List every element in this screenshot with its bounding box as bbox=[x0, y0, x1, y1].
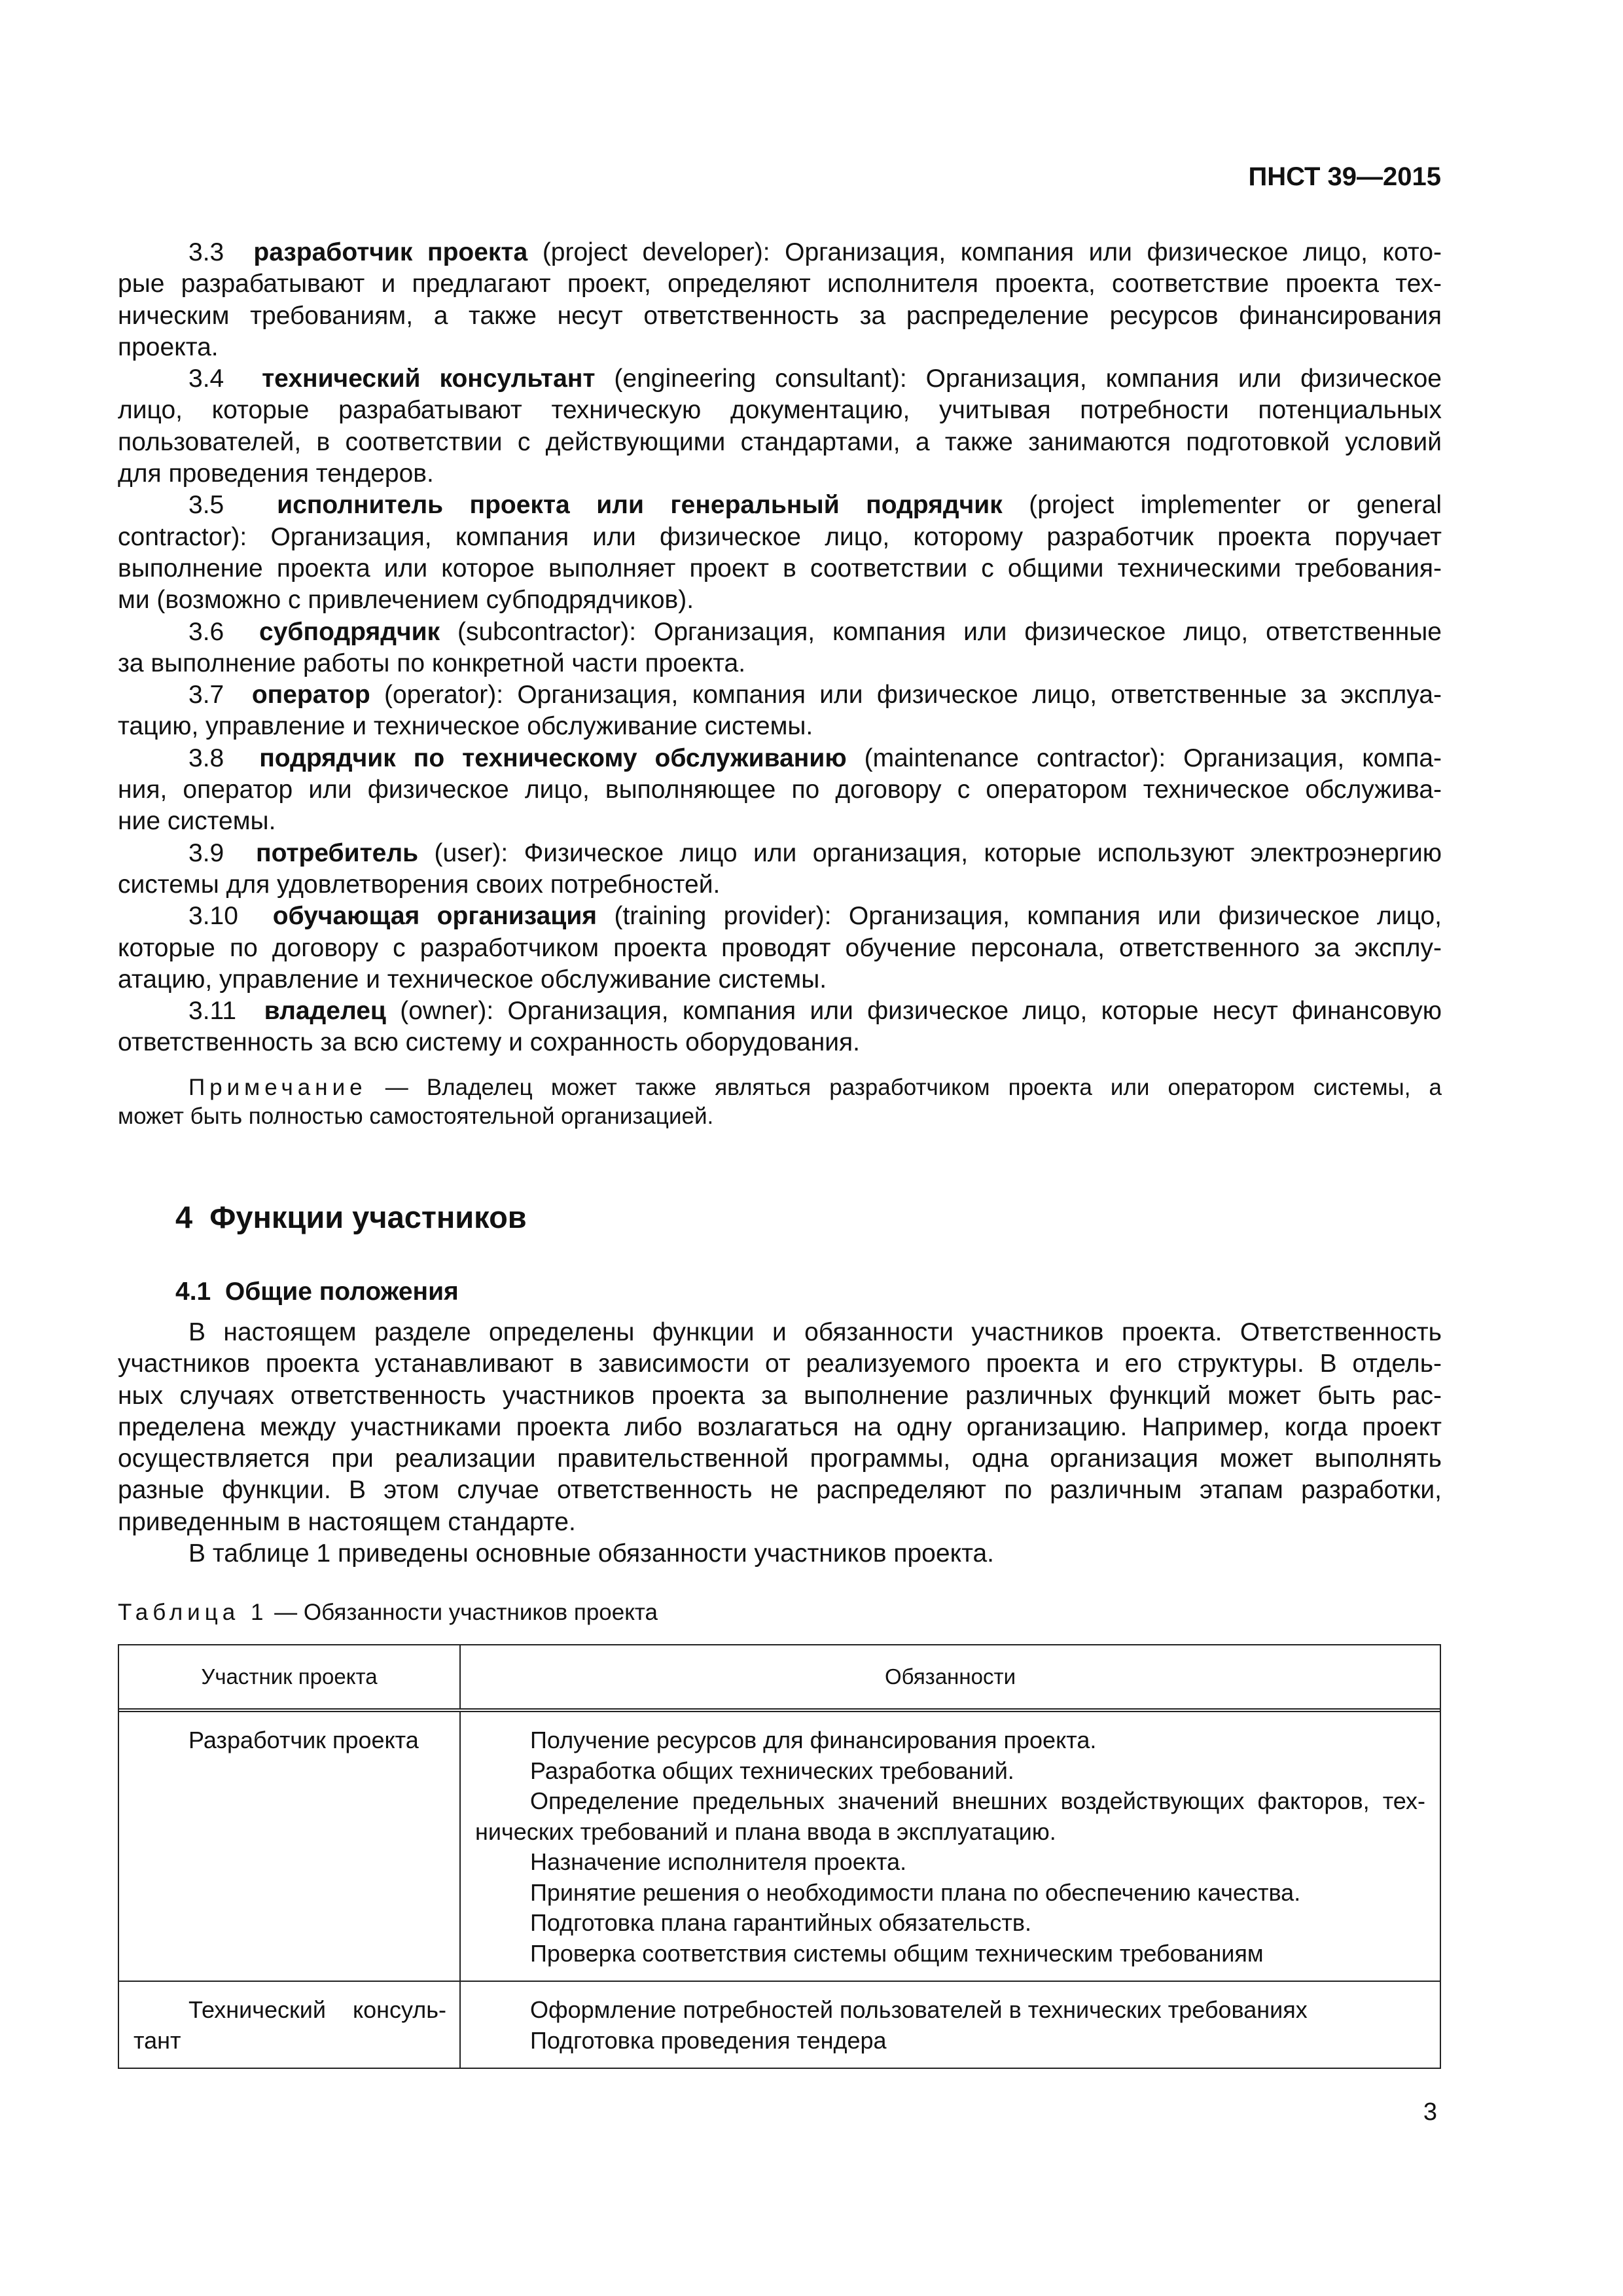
paragraph bbox=[118, 1317, 1442, 1538]
text-line bbox=[118, 1317, 1442, 1348]
text-line bbox=[118, 648, 1442, 679]
definition-text: ническим требованиям, а также несут ответственность за распределение ресурсов финансирования bbox=[118, 301, 1442, 330]
paragraph-text: осуществляется при реализации правительственной программы, одна организация может выполнять bbox=[118, 1444, 1442, 1473]
definition-text: лицо, которые разрабатывают техническую документацию, учитывая потребности потенциальных bbox=[118, 396, 1442, 425]
text-line bbox=[118, 300, 1442, 332]
text-line bbox=[118, 1475, 1442, 1506]
definition-text: (operator): Организация, компания или физическое лицо, ответственные за эксплуа- bbox=[370, 681, 1442, 709]
participant-cell bbox=[119, 1712, 461, 1981]
text-line bbox=[118, 395, 1442, 426]
duty-item: Разработка общих технических требований. bbox=[530, 1757, 1014, 1784]
text-line bbox=[118, 332, 1442, 363]
section-paragraphs bbox=[118, 1317, 1442, 1570]
definition-3-8 bbox=[118, 743, 1442, 838]
text-line bbox=[475, 1756, 1425, 1787]
text-line bbox=[475, 1786, 1425, 1817]
duty-item: нических требований и плана ввода в эксплуатацию. bbox=[475, 1818, 1056, 1845]
paragraph-text: В таблице 1 приведены основные обязанности участников проекта. bbox=[188, 1539, 995, 1568]
text-line bbox=[118, 1102, 1442, 1131]
table-body bbox=[119, 1712, 1440, 2068]
paragraph-text: участников проекта устанавливают в зависимости от реализуемого проекта и его структуры. В отдель- bbox=[118, 1350, 1442, 1378]
definition-text: (project implementer or general bbox=[1002, 491, 1442, 520]
text-line bbox=[118, 584, 1442, 616]
definition-text: contractor): Организация, компания или физическое лицо, которому разработчик проекта поручает bbox=[118, 522, 1442, 551]
definition-text: (engineering consultant): Организация, компания или физическое bbox=[595, 365, 1442, 393]
definition-number: 3.10 bbox=[188, 902, 273, 931]
text-line bbox=[118, 1538, 1442, 1570]
definition-term: обучающая организация bbox=[272, 902, 597, 931]
text-line bbox=[475, 1817, 1425, 1848]
text-line bbox=[134, 1995, 446, 2026]
definition-text: ния, оператор или физическое лицо, выполняющее по договору с оператором техническое обслужива- bbox=[118, 776, 1442, 804]
table-row bbox=[119, 1712, 1440, 1981]
definition-number: 3.5 bbox=[188, 491, 277, 520]
definition-term: технический консультант bbox=[262, 365, 596, 393]
text-line bbox=[134, 2026, 446, 2056]
participant-text bbox=[119, 1982, 459, 2068]
text-line bbox=[118, 522, 1442, 553]
definition-text: рые разрабатывают и предлагают проект, определяют исполнителя проекта, соответствие проекта тех- bbox=[118, 270, 1442, 298]
participant-cell bbox=[119, 1982, 461, 2068]
duties-table bbox=[118, 1644, 1441, 2069]
definition-text: тацию, управление и техническое обслуживание системы. bbox=[118, 712, 813, 741]
note-text: — Владелец может также являться разработчиком проекта или оператором системы, а bbox=[366, 1075, 1442, 1100]
text-line bbox=[118, 427, 1442, 458]
definition-term: исполнитель проекта или генеральный подрядчик bbox=[277, 491, 1003, 520]
definition-term: оператор bbox=[251, 681, 370, 709]
definition-text: (maintenance contractor): Организация, компа- bbox=[846, 744, 1442, 772]
text-line bbox=[118, 1443, 1442, 1475]
text-line bbox=[118, 806, 1442, 837]
definition-number: 3.8 bbox=[188, 744, 260, 772]
definition-text: атацию, управление и техническое обслуживание системы. bbox=[118, 965, 827, 994]
definition-text: для проведения тендеров. bbox=[118, 459, 434, 488]
paragraph-text: В настоящем разделе определены функции и обязанности участников проекта. Ответственность bbox=[188, 1318, 1442, 1346]
definition-3-3 bbox=[118, 237, 1442, 363]
text-line bbox=[118, 553, 1442, 584]
page-number: 3 bbox=[1423, 2098, 1437, 2126]
duty-item: Получение ресурсов для финансирования проекта. bbox=[530, 1727, 1097, 1753]
definition-text: выполнение проекта или которое выполняет проект в соответствии с общими техническими требования- bbox=[118, 554, 1442, 583]
participant-name: Технический консуль- bbox=[188, 1996, 446, 2023]
text-line bbox=[118, 237, 1442, 268]
section-heading: 4 Функции участников bbox=[175, 1200, 527, 1234]
definition-term: субподрядчик bbox=[259, 617, 440, 646]
paragraph bbox=[118, 1538, 1442, 1570]
definition-text: проекта. bbox=[118, 332, 219, 361]
definition-text: ответственность за всю систему и сохранность оборудования. bbox=[118, 1028, 861, 1057]
definition-3-4 bbox=[118, 363, 1442, 490]
definition-text: за выполнение работы по конкретной части проекта. bbox=[118, 649, 746, 677]
table-row bbox=[119, 1981, 1440, 2068]
definition-text: ми (возможно с привлечением субподрядчиков). bbox=[118, 586, 694, 615]
text-line bbox=[118, 363, 1442, 395]
participant-text bbox=[119, 1712, 459, 1768]
definitions-list bbox=[118, 237, 1442, 1059]
definition-number: 3.4 bbox=[188, 365, 262, 393]
text-line bbox=[118, 490, 1442, 521]
document-code: ПНСТ 39—2015 bbox=[1248, 162, 1441, 191]
text-line bbox=[475, 1847, 1425, 1878]
table-caption-text: — Обязанности участников проекта bbox=[268, 1600, 658, 1625]
text-line bbox=[118, 711, 1442, 742]
text-line bbox=[118, 901, 1442, 932]
text-line bbox=[118, 268, 1442, 300]
duty-item: Оформление потребностей пользователей в технических требованиях bbox=[530, 1996, 1308, 2023]
text-line bbox=[118, 1380, 1442, 1412]
text-line bbox=[475, 1908, 1425, 1939]
paragraph-text: ных случаях ответственность участников проекта за выполнение различных функций может быть рас- bbox=[118, 1381, 1442, 1410]
definition-text: пользователей, в соответствии с действующими стандартами, а также занимаются подготовкой условий bbox=[118, 427, 1442, 456]
definition-text: (owner): Организация, компания или физическое лицо, которые несут финансовую bbox=[385, 997, 1442, 1026]
definition-text: системы для удовлетворения своих потребностей. bbox=[118, 870, 721, 899]
definition-term: потребитель bbox=[256, 838, 419, 867]
definition-3-9 bbox=[118, 838, 1442, 901]
text-line bbox=[118, 1027, 1442, 1058]
text-line bbox=[118, 617, 1442, 648]
definition-text: (project developer): Организация, компания или физическое лицо, кото- bbox=[527, 238, 1442, 266]
definition-number: 3.7 bbox=[188, 681, 252, 709]
definition-text: (subcontractor): Организация, компания или физическое лицо, ответственные bbox=[440, 617, 1442, 646]
table-header-row bbox=[119, 1645, 1440, 1712]
table-caption bbox=[118, 1600, 658, 1626]
definition-3-5 bbox=[118, 490, 1442, 616]
definition-number: 3.11 bbox=[188, 997, 264, 1026]
definition-3-6 bbox=[118, 617, 1442, 680]
definition-text: ние системы. bbox=[118, 807, 276, 836]
duty-item: Назначение исполнителя проекта. bbox=[530, 1848, 907, 1875]
duties-cell bbox=[461, 1982, 1440, 2068]
note bbox=[118, 1073, 1442, 1131]
definition-text: (training provider): Организация, компания или физическое лицо, bbox=[597, 902, 1442, 931]
definition-3-7 bbox=[118, 679, 1442, 743]
duty-item: Проверка соответствия системы общим техническим требованиям bbox=[530, 1939, 1264, 1967]
text-line bbox=[118, 1073, 1442, 1102]
text-line bbox=[118, 1412, 1442, 1443]
definition-text: (user): Физическое лицо или организация, которые используют электроэнергию bbox=[418, 838, 1442, 867]
table-header-participant: Участник проекта bbox=[119, 1645, 461, 1708]
text-line bbox=[475, 1939, 1425, 1969]
definition-term: разработчик проекта bbox=[253, 238, 528, 266]
note-label: Примечание bbox=[188, 1075, 367, 1100]
text-line bbox=[118, 869, 1442, 901]
text-line bbox=[475, 1995, 1425, 2026]
duties-text bbox=[461, 1712, 1440, 1981]
text-line bbox=[475, 2026, 1425, 2056]
participant-name: тант bbox=[134, 2026, 181, 2054]
duty-item: Подготовка проведения тендера bbox=[530, 2026, 887, 2054]
definition-term: владелец bbox=[264, 997, 386, 1026]
subsection-heading: 4.1 Общие положения bbox=[175, 1278, 459, 1306]
duties-cell bbox=[461, 1712, 1440, 1981]
duties-text bbox=[461, 1982, 1440, 2068]
text-line bbox=[134, 1725, 446, 1756]
text-line bbox=[475, 1725, 1425, 1756]
duty-item: Подготовка плана гарантийных обязательств. bbox=[530, 1909, 1032, 1936]
definition-number: 3.9 bbox=[188, 838, 257, 867]
definition-text: которые по договору с разработчиком проекта проводят обучение персонала, ответственного за эксплу- bbox=[118, 933, 1442, 962]
text-line bbox=[475, 1878, 1425, 1909]
paragraph-text: приведенным в настоящем стандарте. bbox=[118, 1507, 576, 1536]
text-line bbox=[118, 774, 1442, 806]
text-line bbox=[118, 458, 1442, 490]
text-line bbox=[118, 1348, 1442, 1380]
text-line bbox=[118, 743, 1442, 774]
definition-3-10 bbox=[118, 901, 1442, 996]
text-line bbox=[118, 996, 1442, 1027]
definition-3-11 bbox=[118, 996, 1442, 1059]
duty-item: Принятие решения о необходимости плана по обеспечению качества. bbox=[530, 1878, 1301, 1906]
table-header-duties: Обязанности bbox=[884, 1664, 1016, 1689]
text-line bbox=[118, 1507, 1442, 1538]
definition-number: 3.3 bbox=[188, 238, 254, 266]
table-caption-label: Таблица 1 bbox=[118, 1600, 268, 1625]
text-line bbox=[118, 838, 1442, 869]
note-text: может быть полностью самостоятельной организацией. bbox=[118, 1103, 714, 1129]
definition-term: подрядчик по техническому обслуживанию bbox=[259, 744, 847, 772]
paragraph-text: пределена между участниками проекта либо возлагаться на одну организацию. Например, когда проект bbox=[118, 1412, 1442, 1441]
text-line bbox=[118, 679, 1442, 711]
participant-name: Разработчик проекта bbox=[188, 1727, 419, 1753]
paragraph-text: разные функции. В этом случае ответственность не распределяют по различным этапам разработки, bbox=[118, 1476, 1442, 1505]
definition-number: 3.6 bbox=[188, 617, 260, 646]
duty-item: Определение предельных значений внешних воздействующих факторов, тех- bbox=[530, 1787, 1425, 1814]
text-line bbox=[118, 933, 1442, 964]
text-line bbox=[118, 964, 1442, 996]
